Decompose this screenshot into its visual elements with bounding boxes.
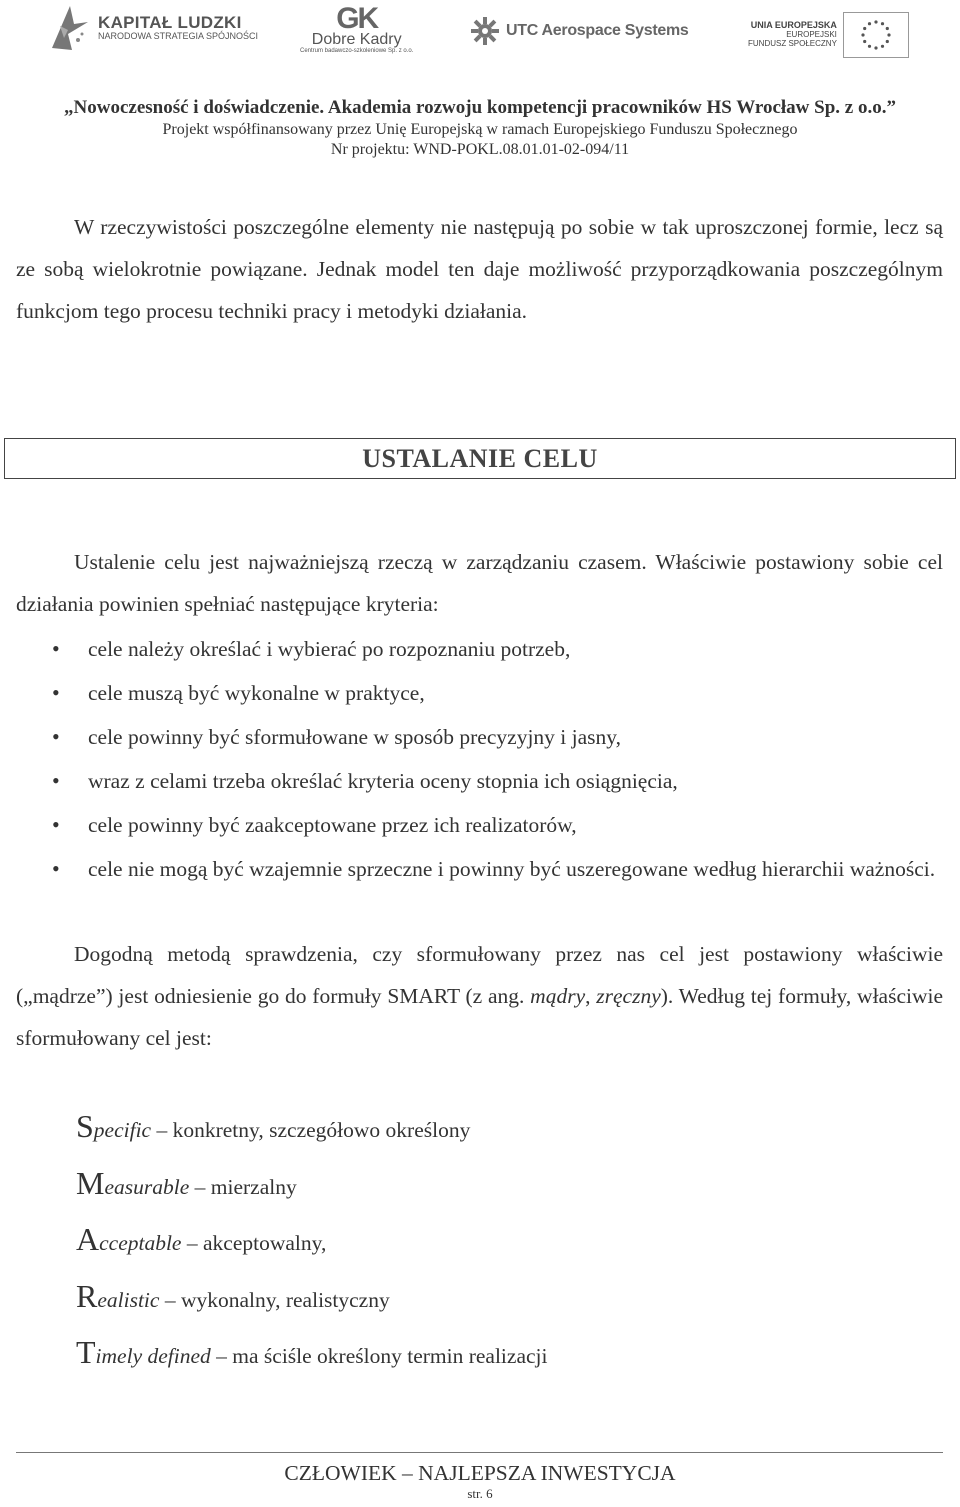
kapital-ludzki-title: KAPITAŁ LUDZKI: [98, 13, 242, 33]
dobre-kadry-logo: [300, 2, 414, 54]
utc-logo: [470, 16, 689, 46]
list-item: [16, 804, 943, 848]
utc-name: UTC Aerospace Systems: [506, 22, 689, 39]
smart-paragraph-block: [16, 933, 943, 1059]
project-number: Nr projektu: WND-POKL.08.01.01-02-094/11: [330, 140, 630, 158]
smart-item: [76, 1165, 936, 1222]
smart-letter: M: [76, 1164, 105, 1201]
smart-word-rest: easurable: [104, 1174, 190, 1199]
kapital-ludzki-emblem-icon: [48, 4, 90, 52]
eu-fund-line2: FUNDUSZ SPOŁECZNY: [748, 38, 837, 48]
criteria-text: cele nie mogą być wzajemnie sprzeczne i powinny być uszeregowane według hierarchii ważności.: [88, 857, 936, 881]
bullet-icon: •: [52, 768, 60, 793]
criteria-text: cele powinny być sformułowane w sposób precyzyjny i jasny,: [88, 725, 621, 749]
criteria-list: [16, 628, 943, 892]
smart-item: [76, 1221, 936, 1278]
list-item: [16, 848, 943, 892]
smart-word-rest: pecific: [93, 1118, 152, 1142]
smart-desc: – mierzalny: [189, 1174, 297, 1199]
project-title: „Nowoczesność i doświadczenie. Akademia rozwoju kompetencji pracowników HS Wrocław Sp. z o.o.”: [64, 97, 896, 118]
smart-desc: – ma ściśle określony termin realizacji: [210, 1344, 548, 1368]
smart-word-rest: cceptable: [99, 1231, 182, 1255]
kapital-ludzki-logo: [48, 4, 258, 52]
section-title: USTALANIE CELU: [362, 443, 598, 473]
smart-letter: T: [76, 1334, 96, 1370]
utc-gear-icon: [470, 16, 500, 46]
list-item: [16, 716, 943, 760]
smart-letter: S: [76, 1108, 94, 1144]
smart-intro-sep: ,: [585, 984, 597, 1008]
intro-paragraph: W rzeczywistości poszczególne elementy nie następują po sobie w tak uproszczonej formie, lecz są ze sobą wielokrotnie powiązane. Jednak model ten daje możliwość przyporządkowania poszczególnym funkcjom tego procesu techniki pracy i metodyki działania.: [16, 215, 943, 323]
smart-paragraph: [16, 933, 943, 1059]
footer-divider: [16, 1452, 943, 1453]
goal-paragraph-block: [16, 541, 943, 625]
criteria-text: cele muszą być wykonalne w praktyce,: [88, 681, 425, 705]
smart-desc: – konkretny, szczegółowo określony: [151, 1118, 471, 1142]
list-item: [16, 760, 943, 804]
criteria-text: wraz z celami trzeba określać kryteria oceny stopnia ich osiągnięcia,: [88, 769, 678, 793]
smart-intro-italic2: zręczny: [596, 984, 661, 1008]
smart-intro-italic1: mądry: [530, 984, 586, 1008]
smart-intro-part2: ). Według tej formuły, właściwie sformułowany cel jest:: [16, 984, 944, 1050]
smart-list: [76, 1108, 936, 1391]
smart-item: [76, 1108, 936, 1165]
cofinanced-note: Projekt współfinansowany przez Unię Europejską w ramach Europejskiego Funduszu Społecznego: [162, 120, 798, 138]
dobre-kadry-title: Dobre Kadry: [311, 31, 402, 48]
bullet-icon: •: [52, 724, 60, 749]
smart-letter: A: [76, 1221, 100, 1257]
criteria-text: cele należy określać i wybierać po rozpoznaniu potrzeb,: [88, 637, 571, 661]
list-item: [16, 672, 943, 716]
page-number: str. 6: [467, 1486, 493, 1501]
project-info: [0, 96, 960, 160]
dobre-kadry-subtitle: Centrum badawczo-szkoleniowe Sp. z o.o.: [300, 48, 414, 54]
smart-word-rest: imely defined: [95, 1344, 211, 1368]
smart-word-rest: ealistic: [97, 1287, 160, 1312]
list-item: [16, 628, 943, 672]
goal-paragraph: Ustalenie celu jest najważniejszą rzeczą w zarządzaniu czasem. Właściwie postawiony sobie cel działania powinien spełniać następujące kryteria:: [16, 550, 943, 616]
smart-letter: R: [76, 1277, 98, 1314]
eu-fund-line1: EUROPEJSKI: [786, 30, 837, 40]
smart-intro-part1: Dogodną metodą sprawdzenia, czy sformułowany przez nas cel jest postawiony właściwie („mądrze”) jest odniesienie go do formuły SMART (z ang.: [16, 942, 943, 1008]
bullet-icon: •: [52, 680, 60, 705]
eu-title: UNIA EUROPEJSKA: [750, 20, 837, 31]
eu-logo: [748, 12, 909, 58]
intro-paragraph-block: [16, 206, 943, 332]
footer-slogan: CZŁOWIEK – NAJLEPSZA INWESTYCJA: [284, 1461, 676, 1485]
criteria-text: cele powinny być zaakceptowane przez ich realizatorów,: [88, 813, 577, 837]
smart-item: [76, 1278, 936, 1335]
logo-bar: [0, 0, 960, 64]
section-header-box: [4, 438, 956, 479]
kapital-ludzki-subtitle: NARODOWA STRATEGIA SPÓJNOŚCI: [98, 31, 259, 42]
smart-desc: – wykonalny, realistyczny: [159, 1287, 390, 1312]
bullet-icon: •: [52, 636, 60, 661]
smart-item: [76, 1334, 936, 1391]
dobre-kadry-mark: GK: [336, 2, 378, 35]
page-footer: [0, 1460, 960, 1502]
smart-desc: – akceptowalny,: [181, 1231, 327, 1255]
bullet-icon: •: [52, 812, 60, 837]
eu-flag-icon: [843, 12, 909, 58]
bullet-icon: •: [52, 856, 60, 881]
